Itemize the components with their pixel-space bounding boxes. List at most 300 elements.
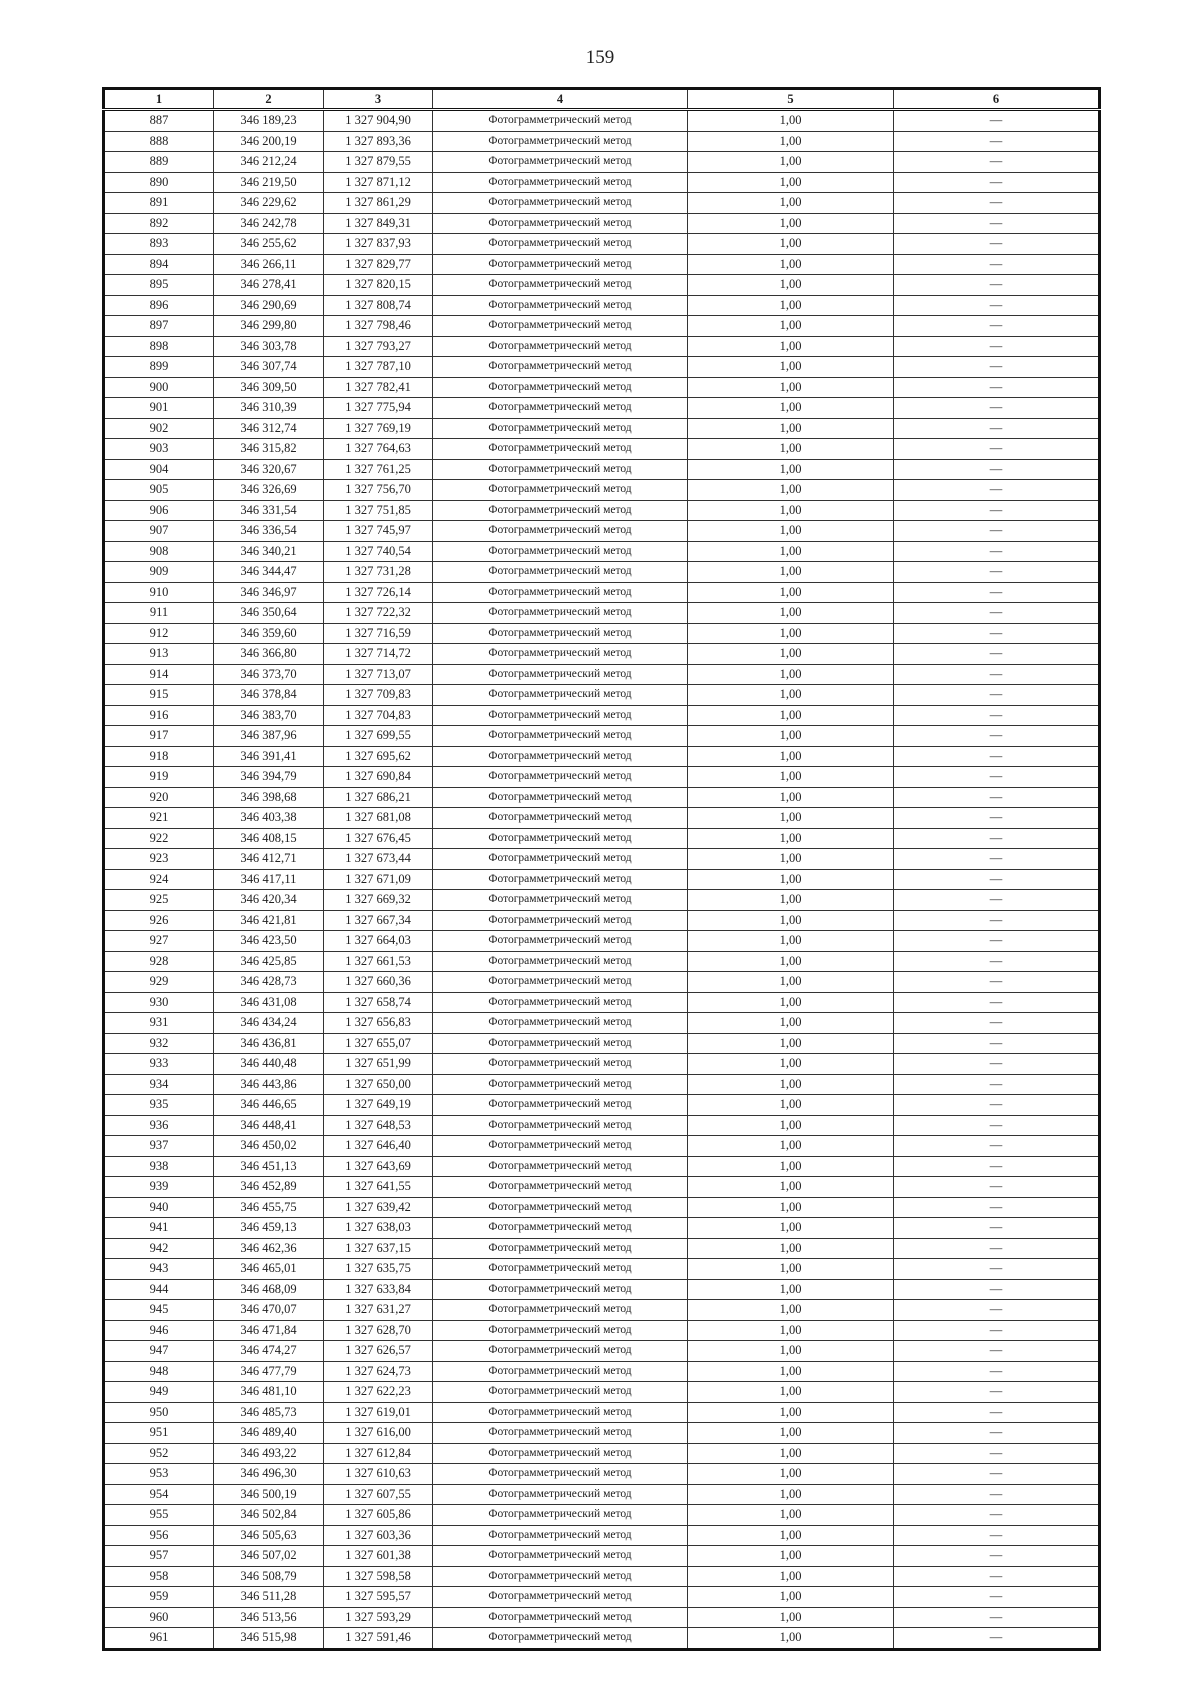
y-coordinate-cell: 1 327 655,07 xyxy=(324,1033,433,1054)
precision-cell: 1,00 xyxy=(688,316,894,337)
method-cell: Фотограмметрический метод xyxy=(433,1546,688,1567)
table-row xyxy=(104,644,1100,665)
table-row xyxy=(104,1443,1100,1464)
empty-mark-cell: — xyxy=(894,890,1100,911)
x-coordinate-cell: 346 421,81 xyxy=(214,910,324,931)
point-number-cell: 917 xyxy=(104,726,214,747)
point-number-cell: 908 xyxy=(104,541,214,562)
y-coordinate-cell: 1 327 649,19 xyxy=(324,1095,433,1116)
point-number-cell: 921 xyxy=(104,808,214,829)
table-row xyxy=(104,377,1100,398)
precision-cell: 1,00 xyxy=(688,1279,894,1300)
precision-cell: 1,00 xyxy=(688,1033,894,1054)
point-number-cell: 947 xyxy=(104,1341,214,1362)
method-cell: Фотограмметрический метод xyxy=(433,131,688,152)
x-coordinate-cell: 346 310,39 xyxy=(214,398,324,419)
precision-cell: 1,00 xyxy=(688,582,894,603)
point-number-cell: 920 xyxy=(104,787,214,808)
precision-cell: 1,00 xyxy=(688,1320,894,1341)
method-cell: Фотограмметрический метод xyxy=(433,1628,688,1650)
x-coordinate-cell: 346 459,13 xyxy=(214,1218,324,1239)
table-row xyxy=(104,767,1100,788)
y-coordinate-cell: 1 327 667,34 xyxy=(324,910,433,931)
method-cell: Фотограмметрический метод xyxy=(433,1484,688,1505)
method-cell: Фотограмметрический метод xyxy=(433,951,688,972)
point-number-cell: 933 xyxy=(104,1054,214,1075)
empty-mark-cell: — xyxy=(894,910,1100,931)
empty-mark-cell: — xyxy=(894,213,1100,234)
x-coordinate-cell: 346 428,73 xyxy=(214,972,324,993)
empty-mark-cell: — xyxy=(894,1382,1100,1403)
precision-cell: 1,00 xyxy=(688,1628,894,1650)
method-cell: Фотограмметрический метод xyxy=(433,726,688,747)
y-coordinate-cell: 1 327 610,63 xyxy=(324,1464,433,1485)
x-coordinate-cell: 346 446,65 xyxy=(214,1095,324,1116)
method-cell: Фотограмметрический метод xyxy=(433,1525,688,1546)
precision-cell: 1,00 xyxy=(688,131,894,152)
precision-cell: 1,00 xyxy=(688,767,894,788)
empty-mark-cell: — xyxy=(894,726,1100,747)
x-coordinate-cell: 346 403,38 xyxy=(214,808,324,829)
empty-mark-cell: — xyxy=(894,808,1100,829)
precision-cell: 1,00 xyxy=(688,869,894,890)
x-coordinate-cell: 346 462,36 xyxy=(214,1238,324,1259)
empty-mark-cell: — xyxy=(894,110,1100,132)
method-cell: Фотограмметрический метод xyxy=(433,110,688,132)
table-row xyxy=(104,459,1100,480)
empty-mark-cell: — xyxy=(894,623,1100,644)
x-coordinate-cell: 346 312,74 xyxy=(214,418,324,439)
x-coordinate-cell: 346 436,81 xyxy=(214,1033,324,1054)
table-row xyxy=(104,1095,1100,1116)
precision-cell: 1,00 xyxy=(688,295,894,316)
table-row xyxy=(104,439,1100,460)
y-coordinate-cell: 1 327 756,70 xyxy=(324,480,433,501)
empty-mark-cell: — xyxy=(894,1033,1100,1054)
empty-mark-cell: — xyxy=(894,603,1100,624)
method-cell: Фотограмметрический метод xyxy=(433,254,688,275)
x-coordinate-cell: 346 425,85 xyxy=(214,951,324,972)
header-row xyxy=(104,89,1100,110)
precision-cell: 1,00 xyxy=(688,931,894,952)
empty-mark-cell: — xyxy=(894,644,1100,665)
y-coordinate-cell: 1 327 631,27 xyxy=(324,1300,433,1321)
precision-cell: 1,00 xyxy=(688,1607,894,1628)
table-row xyxy=(104,746,1100,767)
y-coordinate-cell: 1 327 633,84 xyxy=(324,1279,433,1300)
y-coordinate-cell: 1 327 650,00 xyxy=(324,1074,433,1095)
table-header xyxy=(104,89,1100,110)
point-number-cell: 888 xyxy=(104,131,214,152)
x-coordinate-cell: 346 431,08 xyxy=(214,992,324,1013)
precision-cell: 1,00 xyxy=(688,1566,894,1587)
empty-mark-cell: — xyxy=(894,254,1100,275)
empty-mark-cell: — xyxy=(894,1464,1100,1485)
x-coordinate-cell: 346 412,71 xyxy=(214,849,324,870)
x-coordinate-cell: 346 493,22 xyxy=(214,1443,324,1464)
table-row xyxy=(104,1341,1100,1362)
table-row xyxy=(104,582,1100,603)
y-coordinate-cell: 1 327 676,45 xyxy=(324,828,433,849)
x-coordinate-cell: 346 242,78 xyxy=(214,213,324,234)
method-cell: Фотограмметрический метод xyxy=(433,767,688,788)
method-cell: Фотограмметрический метод xyxy=(433,1341,688,1362)
point-number-cell: 898 xyxy=(104,336,214,357)
point-number-cell: 936 xyxy=(104,1115,214,1136)
table-row xyxy=(104,1279,1100,1300)
table-row xyxy=(104,193,1100,214)
table-row xyxy=(104,1177,1100,1198)
precision-cell: 1,00 xyxy=(688,459,894,480)
precision-cell: 1,00 xyxy=(688,992,894,1013)
x-coordinate-cell: 346 455,75 xyxy=(214,1197,324,1218)
table-row xyxy=(104,1464,1100,1485)
point-number-cell: 932 xyxy=(104,1033,214,1054)
method-cell: Фотограмметрический метод xyxy=(433,931,688,952)
y-coordinate-cell: 1 327 660,36 xyxy=(324,972,433,993)
table-row xyxy=(104,1156,1100,1177)
table-row xyxy=(104,521,1100,542)
precision-cell: 1,00 xyxy=(688,1300,894,1321)
method-cell: Фотограмметрический метод xyxy=(433,459,688,480)
method-cell: Фотограмметрический метод xyxy=(433,480,688,501)
column-header-4: 4 xyxy=(433,89,688,110)
table-row xyxy=(104,398,1100,419)
empty-mark-cell: — xyxy=(894,152,1100,173)
method-cell: Фотограмметрический метод xyxy=(433,705,688,726)
table-row xyxy=(104,1013,1100,1034)
y-coordinate-cell: 1 327 628,70 xyxy=(324,1320,433,1341)
point-number-cell: 946 xyxy=(104,1320,214,1341)
table-row xyxy=(104,931,1100,952)
y-coordinate-cell: 1 327 731,28 xyxy=(324,562,433,583)
y-coordinate-cell: 1 327 751,85 xyxy=(324,500,433,521)
x-coordinate-cell: 346 278,41 xyxy=(214,275,324,296)
method-cell: Фотограмметрический метод xyxy=(433,1361,688,1382)
table-row xyxy=(104,685,1100,706)
method-cell: Фотограмметрический метод xyxy=(433,910,688,931)
empty-mark-cell: — xyxy=(894,1156,1100,1177)
table-row xyxy=(104,1382,1100,1403)
point-number-cell: 929 xyxy=(104,972,214,993)
point-number-cell: 960 xyxy=(104,1607,214,1628)
y-coordinate-cell: 1 327 673,44 xyxy=(324,849,433,870)
point-number-cell: 961 xyxy=(104,1628,214,1650)
point-number-cell: 957 xyxy=(104,1546,214,1567)
y-coordinate-cell: 1 327 904,90 xyxy=(324,110,433,132)
x-coordinate-cell: 346 336,54 xyxy=(214,521,324,542)
point-number-cell: 944 xyxy=(104,1279,214,1300)
method-cell: Фотограмметрический метод xyxy=(433,172,688,193)
empty-mark-cell: — xyxy=(894,1546,1100,1567)
y-coordinate-cell: 1 327 635,75 xyxy=(324,1259,433,1280)
method-cell: Фотограмметрический метод xyxy=(433,1238,688,1259)
y-coordinate-cell: 1 327 624,73 xyxy=(324,1361,433,1382)
x-coordinate-cell: 346 383,70 xyxy=(214,705,324,726)
x-coordinate-cell: 346 331,54 xyxy=(214,500,324,521)
precision-cell: 1,00 xyxy=(688,1505,894,1526)
precision-cell: 1,00 xyxy=(688,1197,894,1218)
y-coordinate-cell: 1 327 745,97 xyxy=(324,521,433,542)
x-coordinate-cell: 346 229,62 xyxy=(214,193,324,214)
precision-cell: 1,00 xyxy=(688,336,894,357)
table-row xyxy=(104,808,1100,829)
method-cell: Фотограмметрический метод xyxy=(433,398,688,419)
point-number-cell: 906 xyxy=(104,500,214,521)
empty-mark-cell: — xyxy=(894,869,1100,890)
x-coordinate-cell: 346 340,21 xyxy=(214,541,324,562)
point-number-cell: 930 xyxy=(104,992,214,1013)
precision-cell: 1,00 xyxy=(688,234,894,255)
empty-mark-cell: — xyxy=(894,439,1100,460)
x-coordinate-cell: 346 394,79 xyxy=(214,767,324,788)
empty-mark-cell: — xyxy=(894,131,1100,152)
y-coordinate-cell: 1 327 591,46 xyxy=(324,1628,433,1650)
method-cell: Фотограмметрический метод xyxy=(433,1443,688,1464)
table-row xyxy=(104,992,1100,1013)
precision-cell: 1,00 xyxy=(688,849,894,870)
table-row xyxy=(104,890,1100,911)
empty-mark-cell: — xyxy=(894,705,1100,726)
y-coordinate-cell: 1 327 643,69 xyxy=(324,1156,433,1177)
y-coordinate-cell: 1 327 603,36 xyxy=(324,1525,433,1546)
x-coordinate-cell: 346 468,09 xyxy=(214,1279,324,1300)
empty-mark-cell: — xyxy=(894,931,1100,952)
y-coordinate-cell: 1 327 722,32 xyxy=(324,603,433,624)
method-cell: Фотограмметрический метод xyxy=(433,500,688,521)
y-coordinate-cell: 1 327 616,00 xyxy=(324,1423,433,1444)
point-number-cell: 918 xyxy=(104,746,214,767)
precision-cell: 1,00 xyxy=(688,685,894,706)
x-coordinate-cell: 346 398,68 xyxy=(214,787,324,808)
coordinates-table xyxy=(102,87,1101,1651)
y-coordinate-cell: 1 327 761,25 xyxy=(324,459,433,480)
y-coordinate-cell: 1 327 775,94 xyxy=(324,398,433,419)
precision-cell: 1,00 xyxy=(688,541,894,562)
point-number-cell: 949 xyxy=(104,1382,214,1403)
precision-cell: 1,00 xyxy=(688,664,894,685)
y-coordinate-cell: 1 327 782,41 xyxy=(324,377,433,398)
method-cell: Фотограмметрический метод xyxy=(433,275,688,296)
empty-mark-cell: — xyxy=(894,1341,1100,1362)
point-number-cell: 926 xyxy=(104,910,214,931)
precision-cell: 1,00 xyxy=(688,1484,894,1505)
x-coordinate-cell: 346 373,70 xyxy=(214,664,324,685)
method-cell: Фотограмметрический метод xyxy=(433,295,688,316)
method-cell: Фотограмметрический метод xyxy=(433,808,688,829)
x-coordinate-cell: 346 290,69 xyxy=(214,295,324,316)
table-row xyxy=(104,1423,1100,1444)
y-coordinate-cell: 1 327 849,31 xyxy=(324,213,433,234)
x-coordinate-cell: 346 420,34 xyxy=(214,890,324,911)
empty-mark-cell: — xyxy=(894,541,1100,562)
table-row xyxy=(104,726,1100,747)
y-coordinate-cell: 1 327 726,14 xyxy=(324,582,433,603)
y-coordinate-cell: 1 327 686,21 xyxy=(324,787,433,808)
point-number-cell: 904 xyxy=(104,459,214,480)
table-row xyxy=(104,1115,1100,1136)
column-header-2: 2 xyxy=(214,89,324,110)
y-coordinate-cell: 1 327 709,83 xyxy=(324,685,433,706)
y-coordinate-cell: 1 327 656,83 xyxy=(324,1013,433,1034)
y-coordinate-cell: 1 327 651,99 xyxy=(324,1054,433,1075)
table-row xyxy=(104,418,1100,439)
x-coordinate-cell: 346 326,69 xyxy=(214,480,324,501)
precision-cell: 1,00 xyxy=(688,1402,894,1423)
precision-cell: 1,00 xyxy=(688,890,894,911)
x-coordinate-cell: 346 309,50 xyxy=(214,377,324,398)
y-coordinate-cell: 1 327 695,62 xyxy=(324,746,433,767)
table-row xyxy=(104,1587,1100,1608)
method-cell: Фотограмметрический метод xyxy=(433,1423,688,1444)
point-number-cell: 954 xyxy=(104,1484,214,1505)
y-coordinate-cell: 1 327 605,86 xyxy=(324,1505,433,1526)
precision-cell: 1,00 xyxy=(688,193,894,214)
precision-cell: 1,00 xyxy=(688,828,894,849)
x-coordinate-cell: 346 515,98 xyxy=(214,1628,324,1650)
precision-cell: 1,00 xyxy=(688,1443,894,1464)
method-cell: Фотограмметрический метод xyxy=(433,623,688,644)
method-cell: Фотограмметрический метод xyxy=(433,1156,688,1177)
table-row xyxy=(104,172,1100,193)
precision-cell: 1,00 xyxy=(688,603,894,624)
x-coordinate-cell: 346 307,74 xyxy=(214,357,324,378)
x-coordinate-cell: 346 485,73 xyxy=(214,1402,324,1423)
y-coordinate-cell: 1 327 669,32 xyxy=(324,890,433,911)
empty-mark-cell: — xyxy=(894,1607,1100,1628)
x-coordinate-cell: 346 255,62 xyxy=(214,234,324,255)
table-row xyxy=(104,1074,1100,1095)
x-coordinate-cell: 346 200,19 xyxy=(214,131,324,152)
x-coordinate-cell: 346 451,13 xyxy=(214,1156,324,1177)
x-coordinate-cell: 346 408,15 xyxy=(214,828,324,849)
precision-cell: 1,00 xyxy=(688,1525,894,1546)
table-row xyxy=(104,1361,1100,1382)
point-number-cell: 903 xyxy=(104,439,214,460)
empty-mark-cell: — xyxy=(894,275,1100,296)
column-header-6: 6 xyxy=(894,89,1100,110)
point-number-cell: 890 xyxy=(104,172,214,193)
table-row xyxy=(104,316,1100,337)
empty-mark-cell: — xyxy=(894,1054,1100,1075)
y-coordinate-cell: 1 327 714,72 xyxy=(324,644,433,665)
precision-cell: 1,00 xyxy=(688,439,894,460)
x-coordinate-cell: 346 344,47 xyxy=(214,562,324,583)
method-cell: Фотограмметрический метод xyxy=(433,992,688,1013)
y-coordinate-cell: 1 327 879,55 xyxy=(324,152,433,173)
empty-mark-cell: — xyxy=(894,1361,1100,1382)
precision-cell: 1,00 xyxy=(688,705,894,726)
empty-mark-cell: — xyxy=(894,500,1100,521)
method-cell: Фотограмметрический метод xyxy=(433,1259,688,1280)
precision-cell: 1,00 xyxy=(688,746,894,767)
table-row xyxy=(104,213,1100,234)
precision-cell: 1,00 xyxy=(688,480,894,501)
x-coordinate-cell: 346 465,01 xyxy=(214,1259,324,1280)
point-number-cell: 916 xyxy=(104,705,214,726)
precision-cell: 1,00 xyxy=(688,254,894,275)
y-coordinate-cell: 1 327 671,09 xyxy=(324,869,433,890)
table-body xyxy=(104,110,1100,1650)
table-row xyxy=(104,275,1100,296)
x-coordinate-cell: 346 502,84 xyxy=(214,1505,324,1526)
empty-mark-cell: — xyxy=(894,1320,1100,1341)
x-coordinate-cell: 346 299,80 xyxy=(214,316,324,337)
method-cell: Фотограмметрический метод xyxy=(433,890,688,911)
table-row xyxy=(104,1300,1100,1321)
method-cell: Фотограмметрический метод xyxy=(433,152,688,173)
x-coordinate-cell: 346 266,11 xyxy=(214,254,324,275)
method-cell: Фотограмметрический метод xyxy=(433,193,688,214)
y-coordinate-cell: 1 327 607,55 xyxy=(324,1484,433,1505)
y-coordinate-cell: 1 327 764,63 xyxy=(324,439,433,460)
x-coordinate-cell: 346 391,41 xyxy=(214,746,324,767)
point-number-cell: 956 xyxy=(104,1525,214,1546)
point-number-cell: 914 xyxy=(104,664,214,685)
y-coordinate-cell: 1 327 648,53 xyxy=(324,1115,433,1136)
point-number-cell: 894 xyxy=(104,254,214,275)
table-row xyxy=(104,357,1100,378)
point-number-cell: 951 xyxy=(104,1423,214,1444)
precision-cell: 1,00 xyxy=(688,787,894,808)
x-coordinate-cell: 346 366,80 xyxy=(214,644,324,665)
y-coordinate-cell: 1 327 787,10 xyxy=(324,357,433,378)
method-cell: Фотограмметрический метод xyxy=(433,1013,688,1034)
precision-cell: 1,00 xyxy=(688,1013,894,1034)
empty-mark-cell: — xyxy=(894,1587,1100,1608)
empty-mark-cell: — xyxy=(894,746,1100,767)
x-coordinate-cell: 346 508,79 xyxy=(214,1566,324,1587)
method-cell: Фотограмметрический метод xyxy=(433,1054,688,1075)
point-number-cell: 948 xyxy=(104,1361,214,1382)
empty-mark-cell: — xyxy=(894,459,1100,480)
x-coordinate-cell: 346 481,10 xyxy=(214,1382,324,1403)
empty-mark-cell: — xyxy=(894,480,1100,501)
method-cell: Фотограмметрический метод xyxy=(433,1505,688,1526)
method-cell: Фотограмметрический метод xyxy=(433,1095,688,1116)
point-number-cell: 887 xyxy=(104,110,214,132)
point-number-cell: 913 xyxy=(104,644,214,665)
method-cell: Фотограмметрический метод xyxy=(433,316,688,337)
point-number-cell: 896 xyxy=(104,295,214,316)
method-cell: Фотограмметрический метод xyxy=(433,1382,688,1403)
empty-mark-cell: — xyxy=(894,1095,1100,1116)
precision-cell: 1,00 xyxy=(688,357,894,378)
empty-mark-cell: — xyxy=(894,1628,1100,1650)
point-number-cell: 919 xyxy=(104,767,214,788)
precision-cell: 1,00 xyxy=(688,500,894,521)
x-coordinate-cell: 346 452,89 xyxy=(214,1177,324,1198)
precision-cell: 1,00 xyxy=(688,1095,894,1116)
point-number-cell: 935 xyxy=(104,1095,214,1116)
point-number-cell: 939 xyxy=(104,1177,214,1198)
method-cell: Фотограмметрический метод xyxy=(433,439,688,460)
table-row xyxy=(104,1484,1100,1505)
y-coordinate-cell: 1 327 681,08 xyxy=(324,808,433,829)
y-coordinate-cell: 1 327 808,74 xyxy=(324,295,433,316)
point-number-cell: 900 xyxy=(104,377,214,398)
table-row xyxy=(104,152,1100,173)
column-header-1: 1 xyxy=(104,89,214,110)
method-cell: Фотограмметрический метод xyxy=(433,1279,688,1300)
table-row xyxy=(104,1238,1100,1259)
column-header-3: 3 xyxy=(324,89,433,110)
empty-mark-cell: — xyxy=(894,398,1100,419)
y-coordinate-cell: 1 327 829,77 xyxy=(324,254,433,275)
table-row xyxy=(104,562,1100,583)
point-number-cell: 889 xyxy=(104,152,214,173)
method-cell: Фотограмметрический метод xyxy=(433,972,688,993)
